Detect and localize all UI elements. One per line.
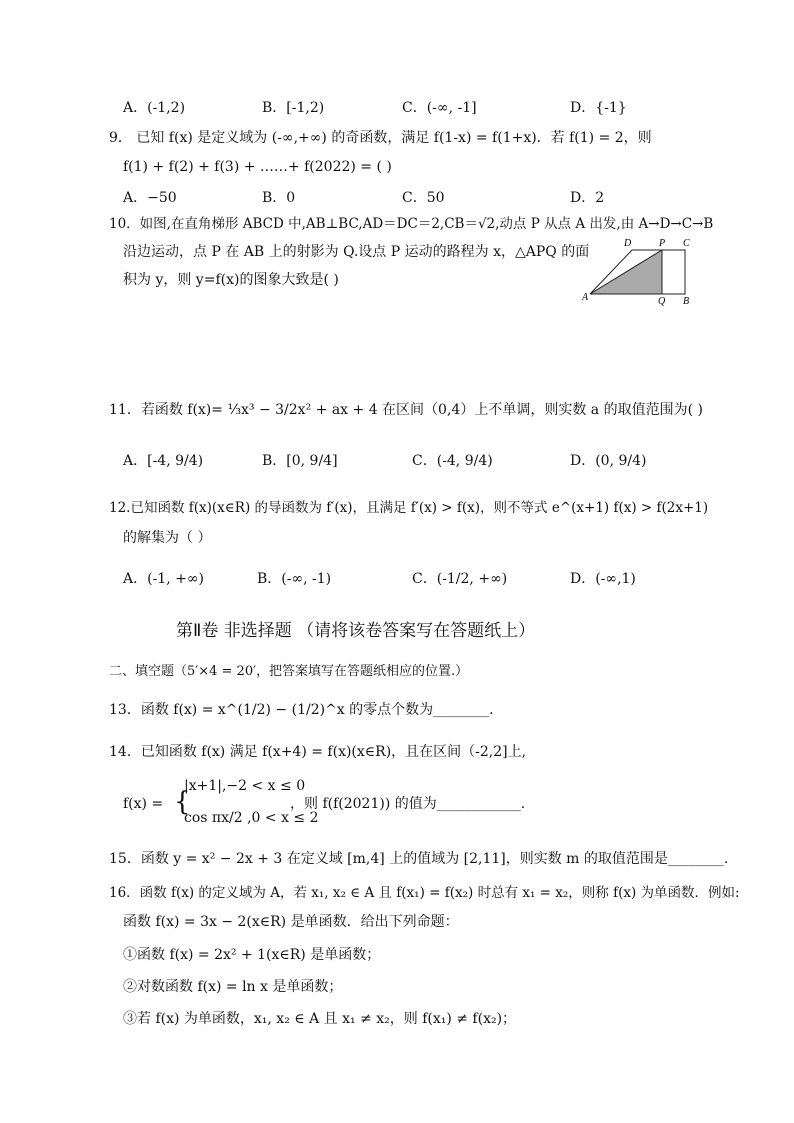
q11-option-d: D．(0, 9/4) (570, 453, 647, 469)
q16-item1: ①函数 f(x) = 2x² + 1(x∈R) 是单函数； (123, 947, 381, 963)
q9-line2: f(1) + f(2) + f(3) + ……+ f(2022) = ( ) (123, 159, 392, 175)
q12-line1: 12.已知函数 f(x)(x∈R) 的导函数为 f′(x)，且满足 f′(x) > f(x)，则不等式 e^(x+1) f(x) > f(2x+1) (109, 500, 709, 516)
q10-line2: 沿边运动，点 P 在 AB 上的射影为 Q.设点 P 运动的路程为 x，△APQ 的面 (123, 244, 590, 260)
fill-in-heading: 二、填空题（5′×4 = 20′，把答案填写在答题纸相应的位置.） (109, 664, 469, 679)
q8-option-d: D．{-1} (570, 100, 627, 116)
q10-line3: 积为 y，则 y=f(x)的图象大致是( ) (123, 272, 339, 288)
q9-option-c: C．50 (402, 190, 445, 206)
label-a: A (582, 292, 589, 303)
q8-option-c: C．(-∞, -1] (402, 100, 477, 116)
q14-line1: 14．已知函数 f(x) 满足 f(x+4) = f(x)(x∈R)，且在区间（-2,2]上, (109, 744, 527, 760)
q14-piece1: |x+1|,−2 < x ≤ 0 (184, 778, 306, 794)
q14-piece2: cos πx/2 ,0 < x ≤ 2 (184, 810, 319, 826)
trapezoid-figure (580, 234, 700, 306)
q10-line1: 10．如图,在直角梯形 ABCD 中,AB⊥BC,AD＝DC＝2,CB＝√2,动点 P 从点 A 出发,由 A→D→C→B (109, 216, 714, 232)
q14-lhs: f(x) = (123, 796, 164, 812)
q16-line2: 函数 f(x) = 3x − 2(x∈R) 是单函数．给出下列命题： (123, 914, 459, 930)
q11-line1: 11．若函数 f(x)= ⅓x³ − 3/2x² + ax + 4 在区间（0,4）上不单调，则实数 a 的取值范围为( ) (109, 402, 703, 418)
q11-option-c: C．(-4, 9/4) (412, 453, 493, 469)
q11-option-a: A．[-4, 9/4) (123, 453, 204, 469)
q16-line1: 16．函数 f(x) 的定义域为 A，若 x₁, x₂ ∈ A 且 f(x₁) = f(x₂) 时总有 x₁ = x₂，则称 f(x) 为单函数．例如: (109, 885, 740, 901)
q8-option-a: A．(-1,2) (123, 100, 186, 116)
q14-brace: { (174, 787, 191, 817)
q13: 13．函数 f(x) = x^(1/2) − (1/2)^x 的零点个数为________. (109, 702, 494, 718)
q9-option-a: A．−50 (123, 190, 177, 206)
q9-line1: 9． 已知 f(x) 是定义域为 (-∞,+∞) 的奇函数，满足 f(1-x) = f(1+x)．若 f(1) = 2，则 (109, 130, 652, 146)
q12-option-b: B．(-∞, -1) (257, 571, 332, 587)
q9-option-b: B．0 (262, 190, 296, 206)
q15: 15．函数 y = x² − 2x + 3 在定义域 [m,4] 上的值域为 [2,11]，则实数 m 的取值范围是________. (109, 851, 729, 867)
q9-option-d: D．2 (570, 190, 605, 206)
q11-option-b: B．[0, 9/4] (262, 453, 338, 469)
section-2-title: 第Ⅱ卷 非选择题 （请将该卷答案写在答题纸上） (176, 621, 536, 641)
label-p: P (659, 238, 666, 249)
label-q: Q (658, 296, 666, 306)
q12-option-d: D．(-∞,1) (570, 571, 636, 587)
label-c: C (683, 238, 690, 249)
q12-option-a: A．(-1, +∞) (123, 571, 204, 587)
q8-option-b: B．[-1,2) (262, 100, 325, 116)
label-d: D (624, 238, 632, 249)
label-b: B (683, 296, 690, 306)
q14-tail: ，则 f(f(2021)) 的值为____________. (290, 796, 526, 812)
q16-item3: ③若 f(x) 为单函数，x₁, x₂ ∈ A 且 x₁ ≠ x₂，则 f(x₁) ≠ f(x₂)； (123, 1011, 517, 1027)
q16-item2: ②对数函数 f(x) = ln x 是单函数； (123, 979, 343, 995)
q12-line2: 的解集为（ ） (123, 530, 212, 546)
q12-option-c: C．(-1/2, +∞) (412, 571, 508, 587)
